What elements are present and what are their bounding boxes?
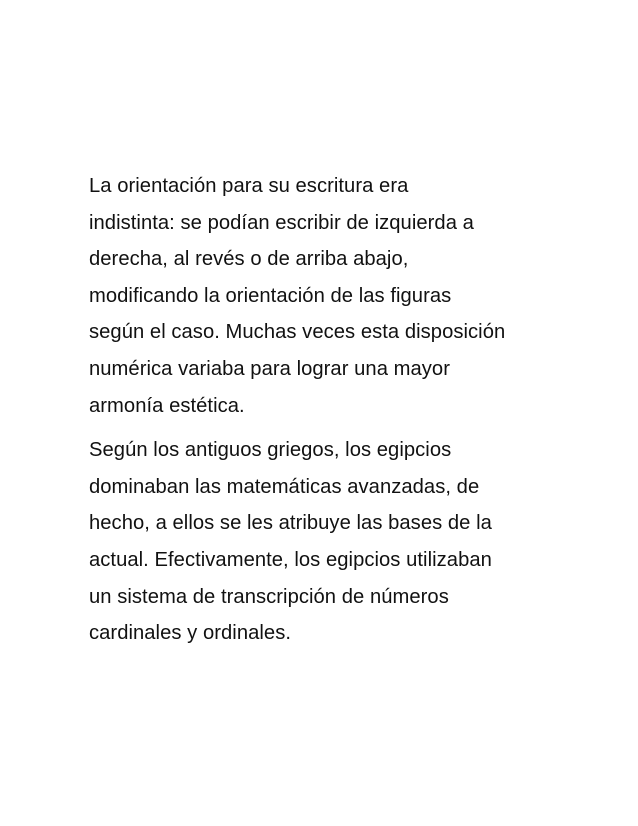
text-line: numérica variaba para lograr una mayor <box>89 357 450 380</box>
text-line: derecha, al revés o de arriba abajo, <box>89 248 409 271</box>
text-line: según el caso. Muchas veces esta disposición <box>89 321 506 344</box>
text-line: modificando la orientación de las figuras <box>89 284 452 307</box>
text-line: armonía estética. <box>89 394 245 417</box>
text-line: actual. Efectivamente, los egipcios utilizaban <box>89 548 492 571</box>
text-line: un sistema de transcripción de números <box>89 585 449 608</box>
paragraph-orientation <box>89 168 559 424</box>
document-body <box>89 168 559 660</box>
text-line: cardinales y ordinales. <box>89 622 292 645</box>
text-line: Según los antiguos griegos, los egipcios <box>89 439 452 462</box>
text-line: La orientación para su escritura era <box>89 175 409 197</box>
text-line: indistinta: se podían escribir de izquierda a <box>89 211 474 234</box>
paragraph-greeks <box>89 432 559 652</box>
text-line: hecho, a ellos se les atribuye las bases de la <box>89 512 492 535</box>
text-line: dominaban las matemáticas avanzadas, de <box>89 475 480 498</box>
